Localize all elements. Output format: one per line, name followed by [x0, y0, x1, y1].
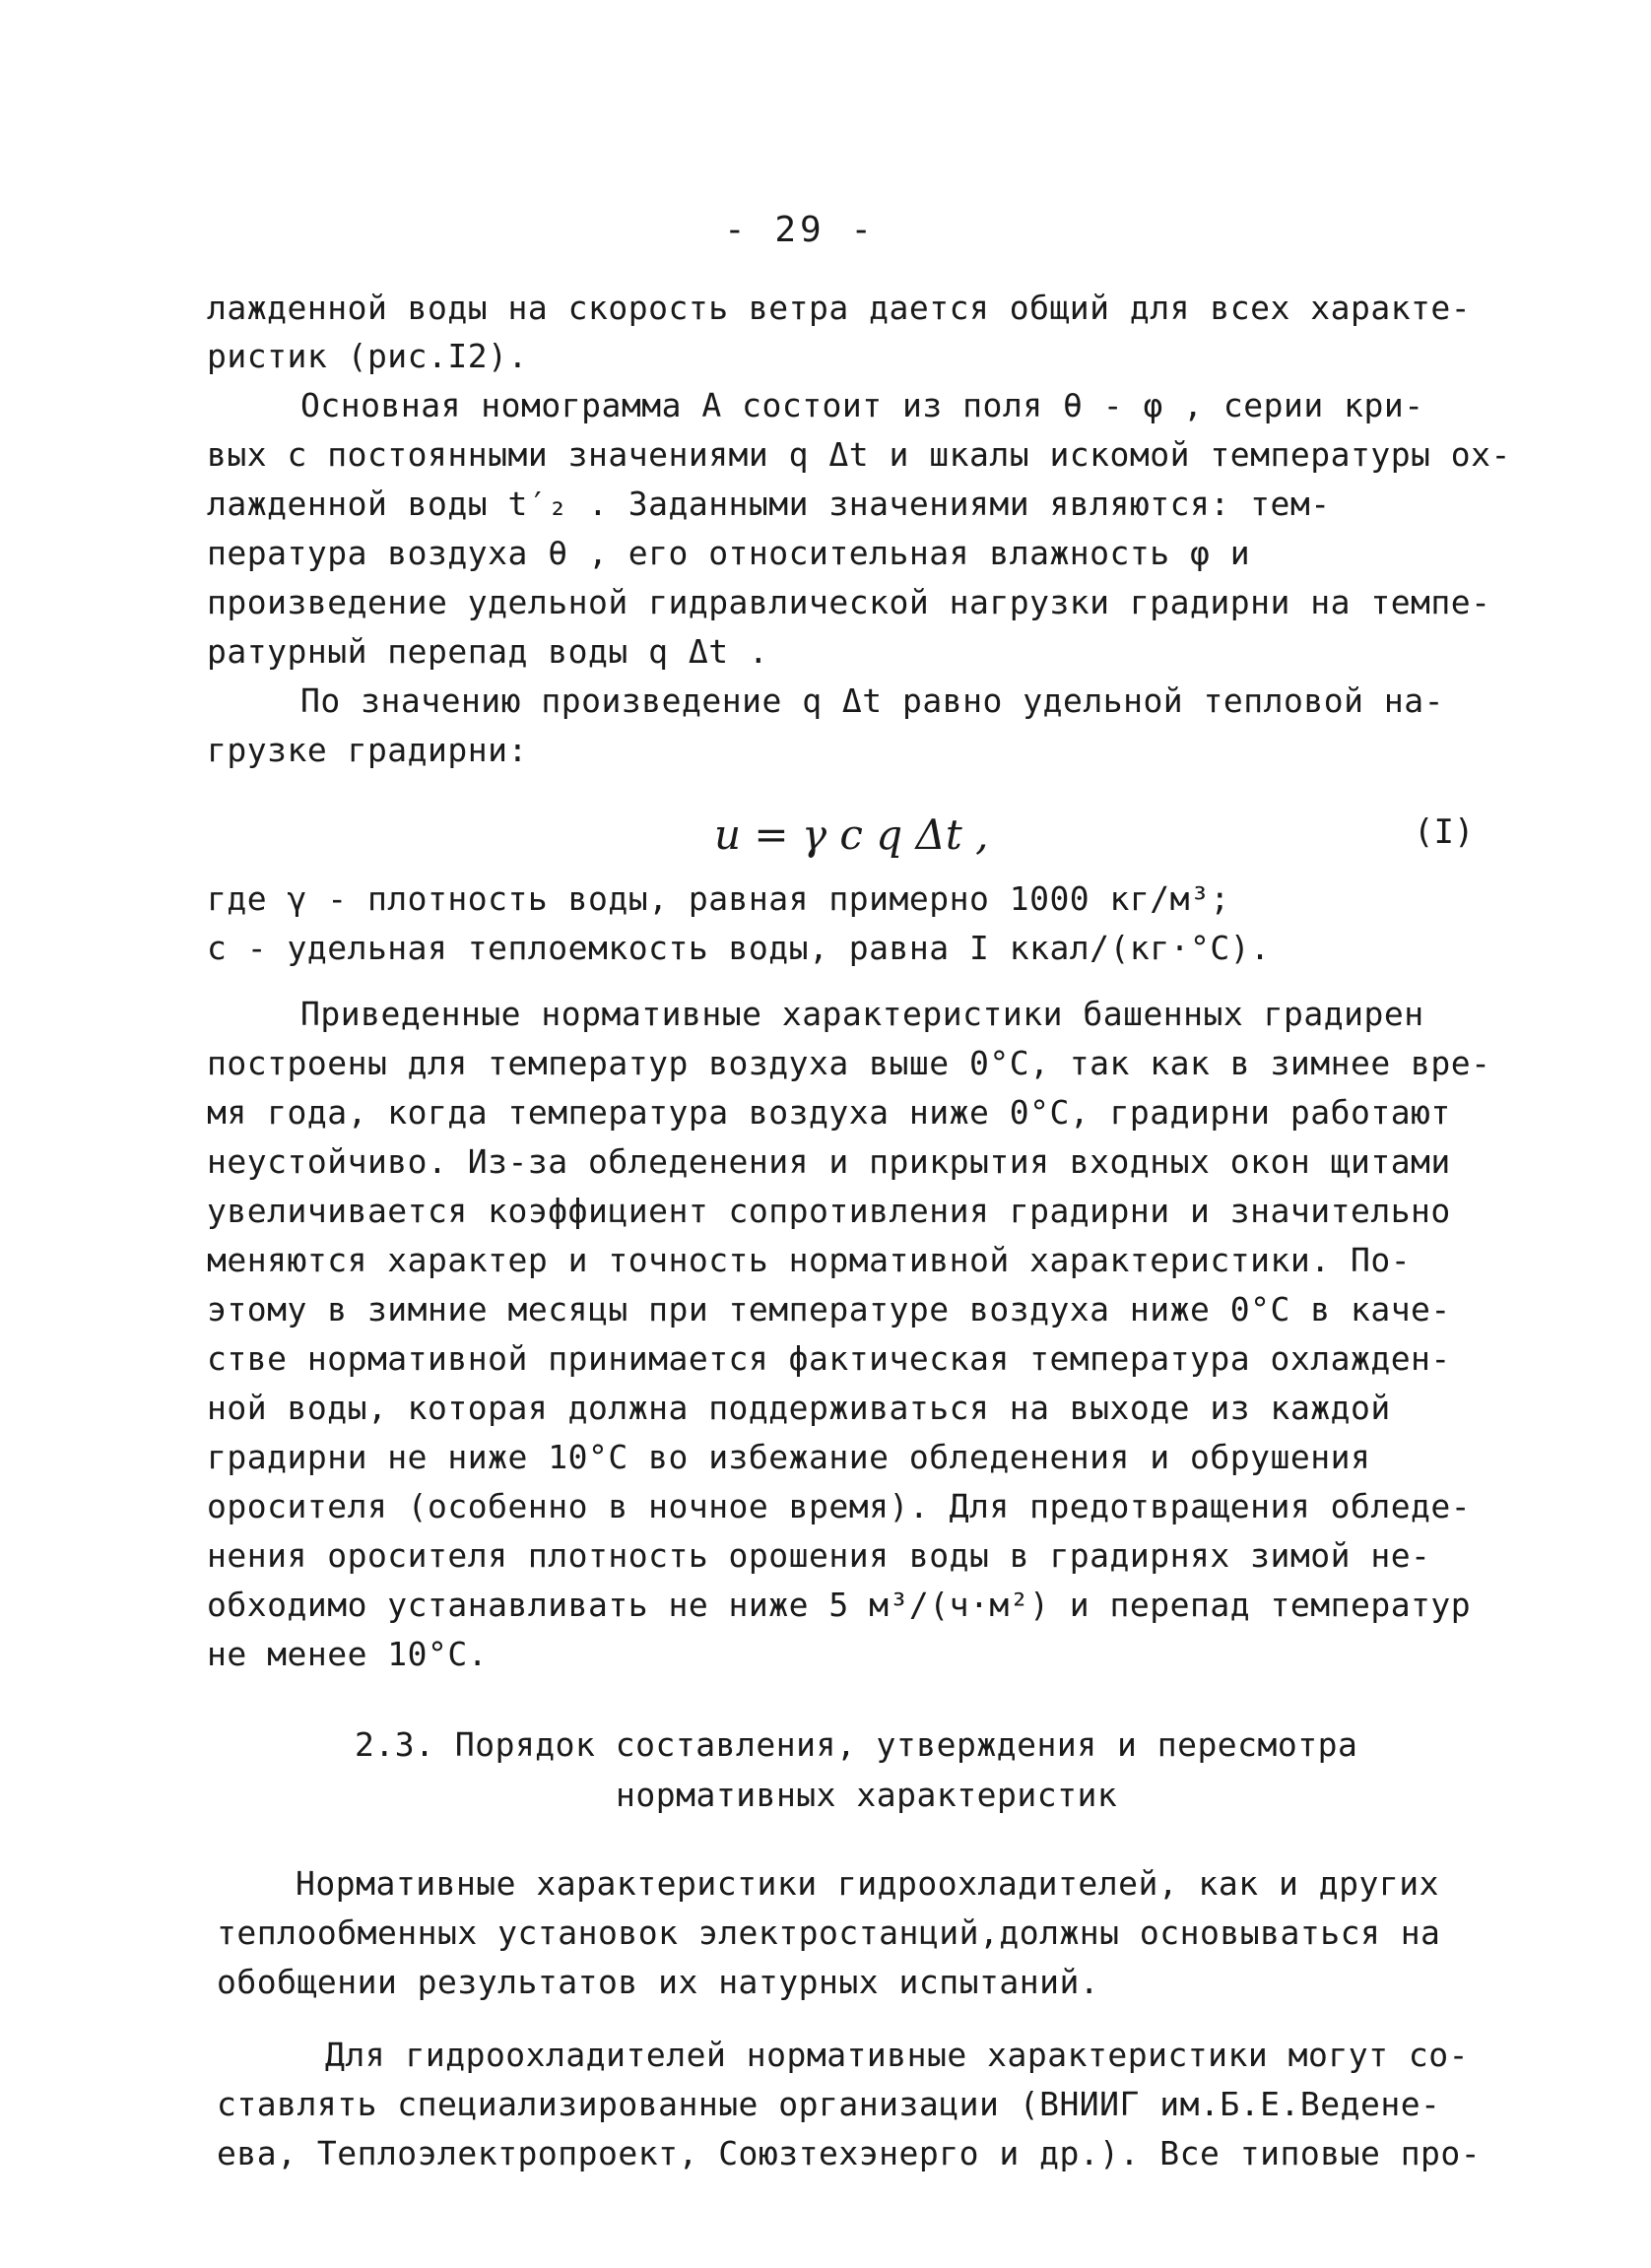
text-line: теплообменных установок электростанций,должны основываться на [217, 1913, 1441, 1952]
text-line: этому в зимние месяцы при температуре воздуха ниже 0°С в каче- [207, 1290, 1451, 1328]
text-line: обходимо устанавливать не ниже 5 м³/(ч·м²) и перепад температур [207, 1586, 1472, 1624]
text-line: не менее 10°С. [207, 1635, 489, 1673]
text-line: лажденной воды на скорость ветра дается общий для всех характе- [207, 289, 1472, 327]
text-line: мя года, когда температура воздуха ниже 0°С, градирни работают [207, 1093, 1451, 1132]
section-heading-cont: нормативных характеристик [616, 1776, 1118, 1814]
page-number: - 29 - [724, 210, 877, 250]
text-line: построены для температур воздуха выше 0°С, так как в зимнее вре- [207, 1044, 1491, 1082]
text-line: меняются характер и точность нормативной характеристики. По- [207, 1241, 1412, 1279]
text-line: ристик (рис.I2). [207, 337, 528, 375]
definition-line: c - удельная теплоемкость воды, равна I ккал/(кг·°С). [207, 929, 1271, 967]
text-line: вых с постоянными значениями q Δt и шкалы искомой температуры ох- [207, 435, 1511, 474]
formula-number: (I) [1414, 812, 1475, 852]
text-line: нения оросителя плотность орошения воды в градирнях зимой не- [207, 1536, 1431, 1575]
text-line: ева, Теплоэлектропроект, Союзтехэнерго и др.). Все типовые про- [217, 2134, 1482, 2172]
text-line: По значению произведение q Δt равно удельной тепловой на- [300, 681, 1444, 720]
text-line: неустойчиво. Из-за обледенения и прикрытия входных окон щитами [207, 1142, 1451, 1181]
text-line: лажденной воды t′₂ . Заданными значениями являются: тем- [207, 485, 1331, 523]
text-line: ратурный перепад воды q Δt . [207, 632, 769, 671]
text-line: оросителя (особенно в ночное время). Для предотвращения обледе- [207, 1487, 1472, 1525]
text-line: грузке градирни: [207, 731, 528, 769]
text-line: произведение удельной гидравлической нагрузки градирни на темпе- [207, 583, 1491, 621]
text-line: ной воды, которая должна поддерживаться на выходе из каждой [207, 1389, 1391, 1427]
section-heading: 2.3. Порядок составления, утверждения и пересмотра [355, 1725, 1358, 1764]
text-line: стве нормативной принимается фактическая температура охлажден- [207, 1339, 1451, 1378]
text-line: градирни не ниже 10°С во избежание обледенения и обрушения [207, 1438, 1371, 1476]
text-line: Нормативные характеристики гидроохладителей, как и других [296, 1864, 1439, 1903]
text-line: Приведенные нормативные характеристики башенных градирен [300, 995, 1424, 1033]
text-line: Основная номограмма A состоит из поля θ - φ , серии кри- [300, 386, 1424, 424]
text-line: обобщении результатов их натурных испытаний. [217, 1963, 1100, 2001]
formula: u = γ c q Δt , [714, 810, 989, 859]
text-line: ставлять специализированные организации (ВНИИГ им.Б.Е.Веденe- [217, 2085, 1441, 2123]
text-line: пература воздуха θ , его относительная влажность φ и [207, 534, 1251, 572]
definition-line: где γ - плотность воды, равная примерно 1000 кг/м³; [207, 879, 1230, 918]
text-line: увеличивается коэффициент сопротивления градирни и значительно [207, 1192, 1451, 1230]
text-line: Для гидроохладителей нормативные характеристики могут со- [325, 2036, 1469, 2074]
